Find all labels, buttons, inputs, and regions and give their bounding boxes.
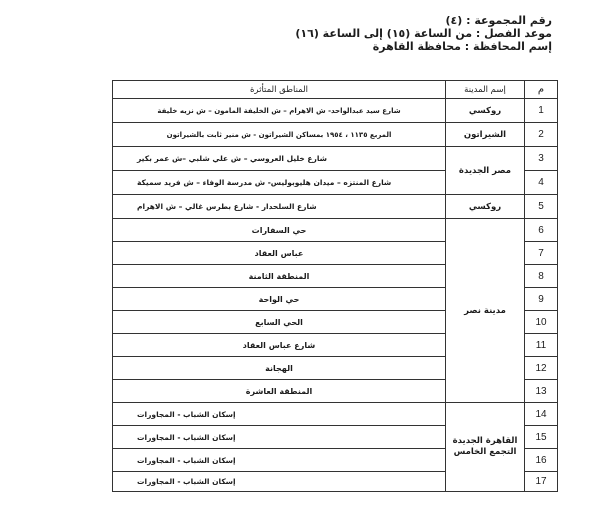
row-area: شارع المنتزه – ميدان هليوبوليس- ش مدرسة الوفاء – ش فريد سميكة — [113, 171, 446, 195]
row-area: عباس العقاد — [113, 242, 446, 265]
row-city-cell — [446, 403, 525, 492]
row-num: 7 — [525, 242, 558, 265]
row-num: 16 — [525, 449, 558, 472]
row-num: 13 — [525, 380, 558, 403]
header-num: م — [525, 81, 558, 99]
row-area: شارع عباس العقاد — [113, 334, 446, 357]
table-header-row — [113, 81, 558, 99]
row-area: المنطقة الثامنة — [113, 265, 446, 288]
row-num: 6 — [525, 219, 558, 242]
row-num: 3 — [525, 147, 558, 171]
affected-areas-table — [112, 80, 558, 492]
row-city: مدينة نصر — [446, 219, 525, 403]
row-area: حي الواحة — [113, 288, 446, 311]
row-num: 1 — [525, 99, 558, 123]
row-area: المربع ١١٣٥ ، ١٩٥٤ بمساكن الشيراتون - ش منير ثابت بالشيراتون — [113, 123, 446, 147]
row-num: 5 — [525, 195, 558, 219]
row-area: إسكان الشباب - المجاورات — [113, 403, 446, 426]
row-area: المنطقة العاشرة — [113, 380, 446, 403]
row-city: القاهرة الجديدة — [452, 436, 518, 446]
row-city: مصر الجديدة — [446, 147, 525, 195]
row-area: حي السفارات — [113, 219, 446, 242]
document-header — [295, 14, 552, 53]
table-row — [113, 403, 558, 426]
row-num: 11 — [525, 334, 558, 357]
row-num: 2 — [525, 123, 558, 147]
header-city: إسم المدينة — [446, 81, 525, 99]
table-row — [113, 123, 558, 147]
row-area: إسكان الشباب - المجاورات — [113, 449, 446, 472]
cutoff-time: موعد الفصل : من الساعة (١٥) إلى الساعة (١٦) — [295, 27, 552, 40]
row-num: 10 — [525, 311, 558, 334]
row-city-subtitle: التجمع الخامس — [453, 447, 517, 457]
table-row — [113, 219, 558, 242]
row-city: روكسي — [446, 99, 525, 123]
row-area: إسكان الشباب - المجاورات — [113, 426, 446, 449]
row-area: الهجانة — [113, 357, 446, 380]
group-number: رقم المجموعة : (٤) — [445, 14, 552, 27]
row-city: روكسي — [446, 195, 525, 219]
row-area: شارع سيد عبدالواحد- ش الاهرام – ش الخليفة المامون – ش نزيه خليفة — [113, 99, 446, 123]
table-row — [113, 195, 558, 219]
province-name: إسم المحافظة : محافظة القاهرة — [372, 40, 552, 53]
row-city: الشيراتون — [446, 123, 525, 147]
header-areas: المناطق المتأثرة — [113, 81, 446, 99]
row-num: 4 — [525, 171, 558, 195]
row-area: الحي السابع — [113, 311, 446, 334]
row-num: 9 — [525, 288, 558, 311]
row-num: 8 — [525, 265, 558, 288]
table-row — [113, 147, 558, 171]
row-num: 12 — [525, 357, 558, 380]
row-num: 14 — [525, 403, 558, 426]
row-area: إسكان الشباب - المجاورات — [113, 472, 446, 492]
row-area: شارع السلحدار - شارع بطرس غالي – ش الاهرام — [113, 195, 446, 219]
row-area: شارع خليل العروسي – ش علي شلبي –ش عمر بكير — [113, 147, 446, 171]
table-row — [113, 99, 558, 123]
row-num: 15 — [525, 426, 558, 449]
row-num: 17 — [525, 472, 558, 492]
